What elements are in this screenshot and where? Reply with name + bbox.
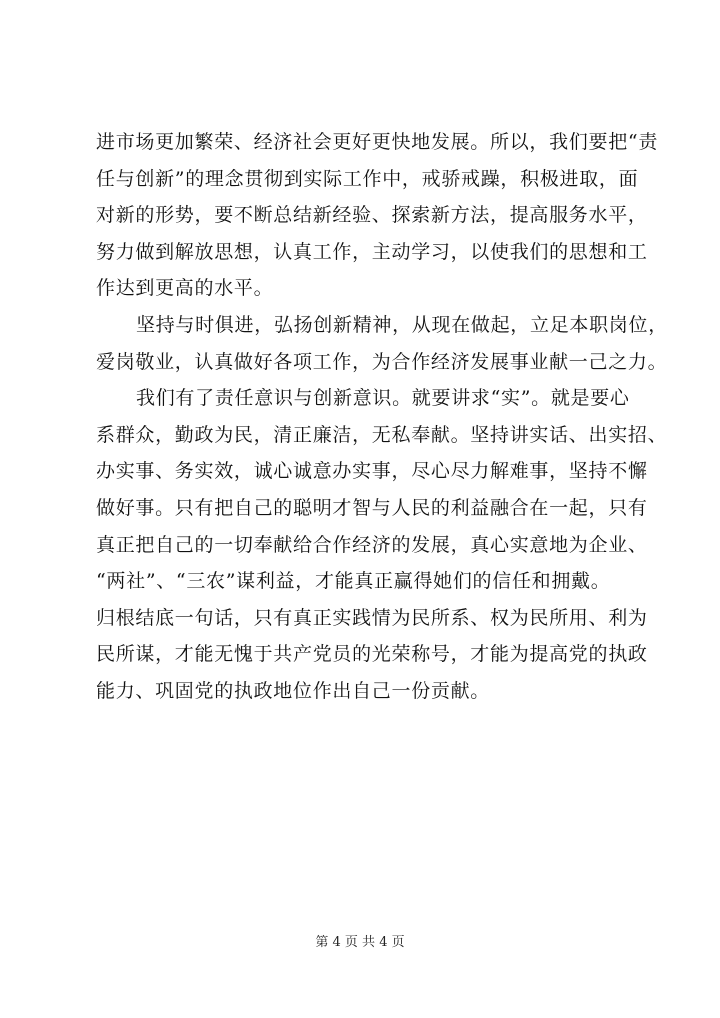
text-line: 爱岗敬业，认真做好各项工作，为合作经济发展事业献一己之力。: [96, 350, 668, 373]
paragraph-start-line: 坚持与时俱进，弘扬创新精神，从现在做起，立足本职岗位，: [136, 313, 668, 336]
text-line: 任与创新”的理念贯彻到实际工作中，戒骄戒躁，积极进取，面: [96, 167, 639, 190]
text-line: 作达到更高的水平。: [96, 277, 274, 300]
text-line: “两社”、“三农”谋利益，才能真正赢得她们的信任和拥戴。: [96, 570, 611, 593]
text-line: 民所谋，才能无愧于共产党员的光荣称号，才能为提高党的执政: [96, 643, 648, 666]
text-line: 努力做到解放思想，认真工作，主动学习，以使我们的思想和工: [96, 240, 648, 263]
paragraph-start-line: 我们有了责任意识与创新意识。就要讲求“实”。就是要心: [136, 387, 630, 410]
text-line: 系群众，勤政为民，清正廉洁，无私奉献。坚持讲实话、出实招、: [96, 423, 668, 446]
text-line: 对新的形势，要不断总结新经验、探索新方法，提高服务水平，: [96, 204, 648, 227]
text-line: 做好事。只有把自己的聪明才智与人民的利益融合在一起，只有: [96, 496, 648, 519]
body-text: [96, 124, 668, 710]
page-number-footer: 第 4 页 共 4 页: [315, 935, 405, 950]
text-line: 办实事、务实效，诚心诚意办实事，尽心尽力解难事，坚持不懈: [96, 460, 648, 483]
text-line: 归根结底一句话，只有真正实践情为民所系、权为民所用、利为: [96, 606, 648, 629]
text-line: 能力、巩固党的执政地位作出自己一份贡献。: [96, 679, 491, 702]
text-line: 真正把自己的一切奉献给合作经济的发展，真心实意地为企业、: [96, 533, 648, 556]
text-line: 进市场更加繁荣、经济社会更好更快地发展。所以，我们要把“责: [96, 131, 659, 153]
